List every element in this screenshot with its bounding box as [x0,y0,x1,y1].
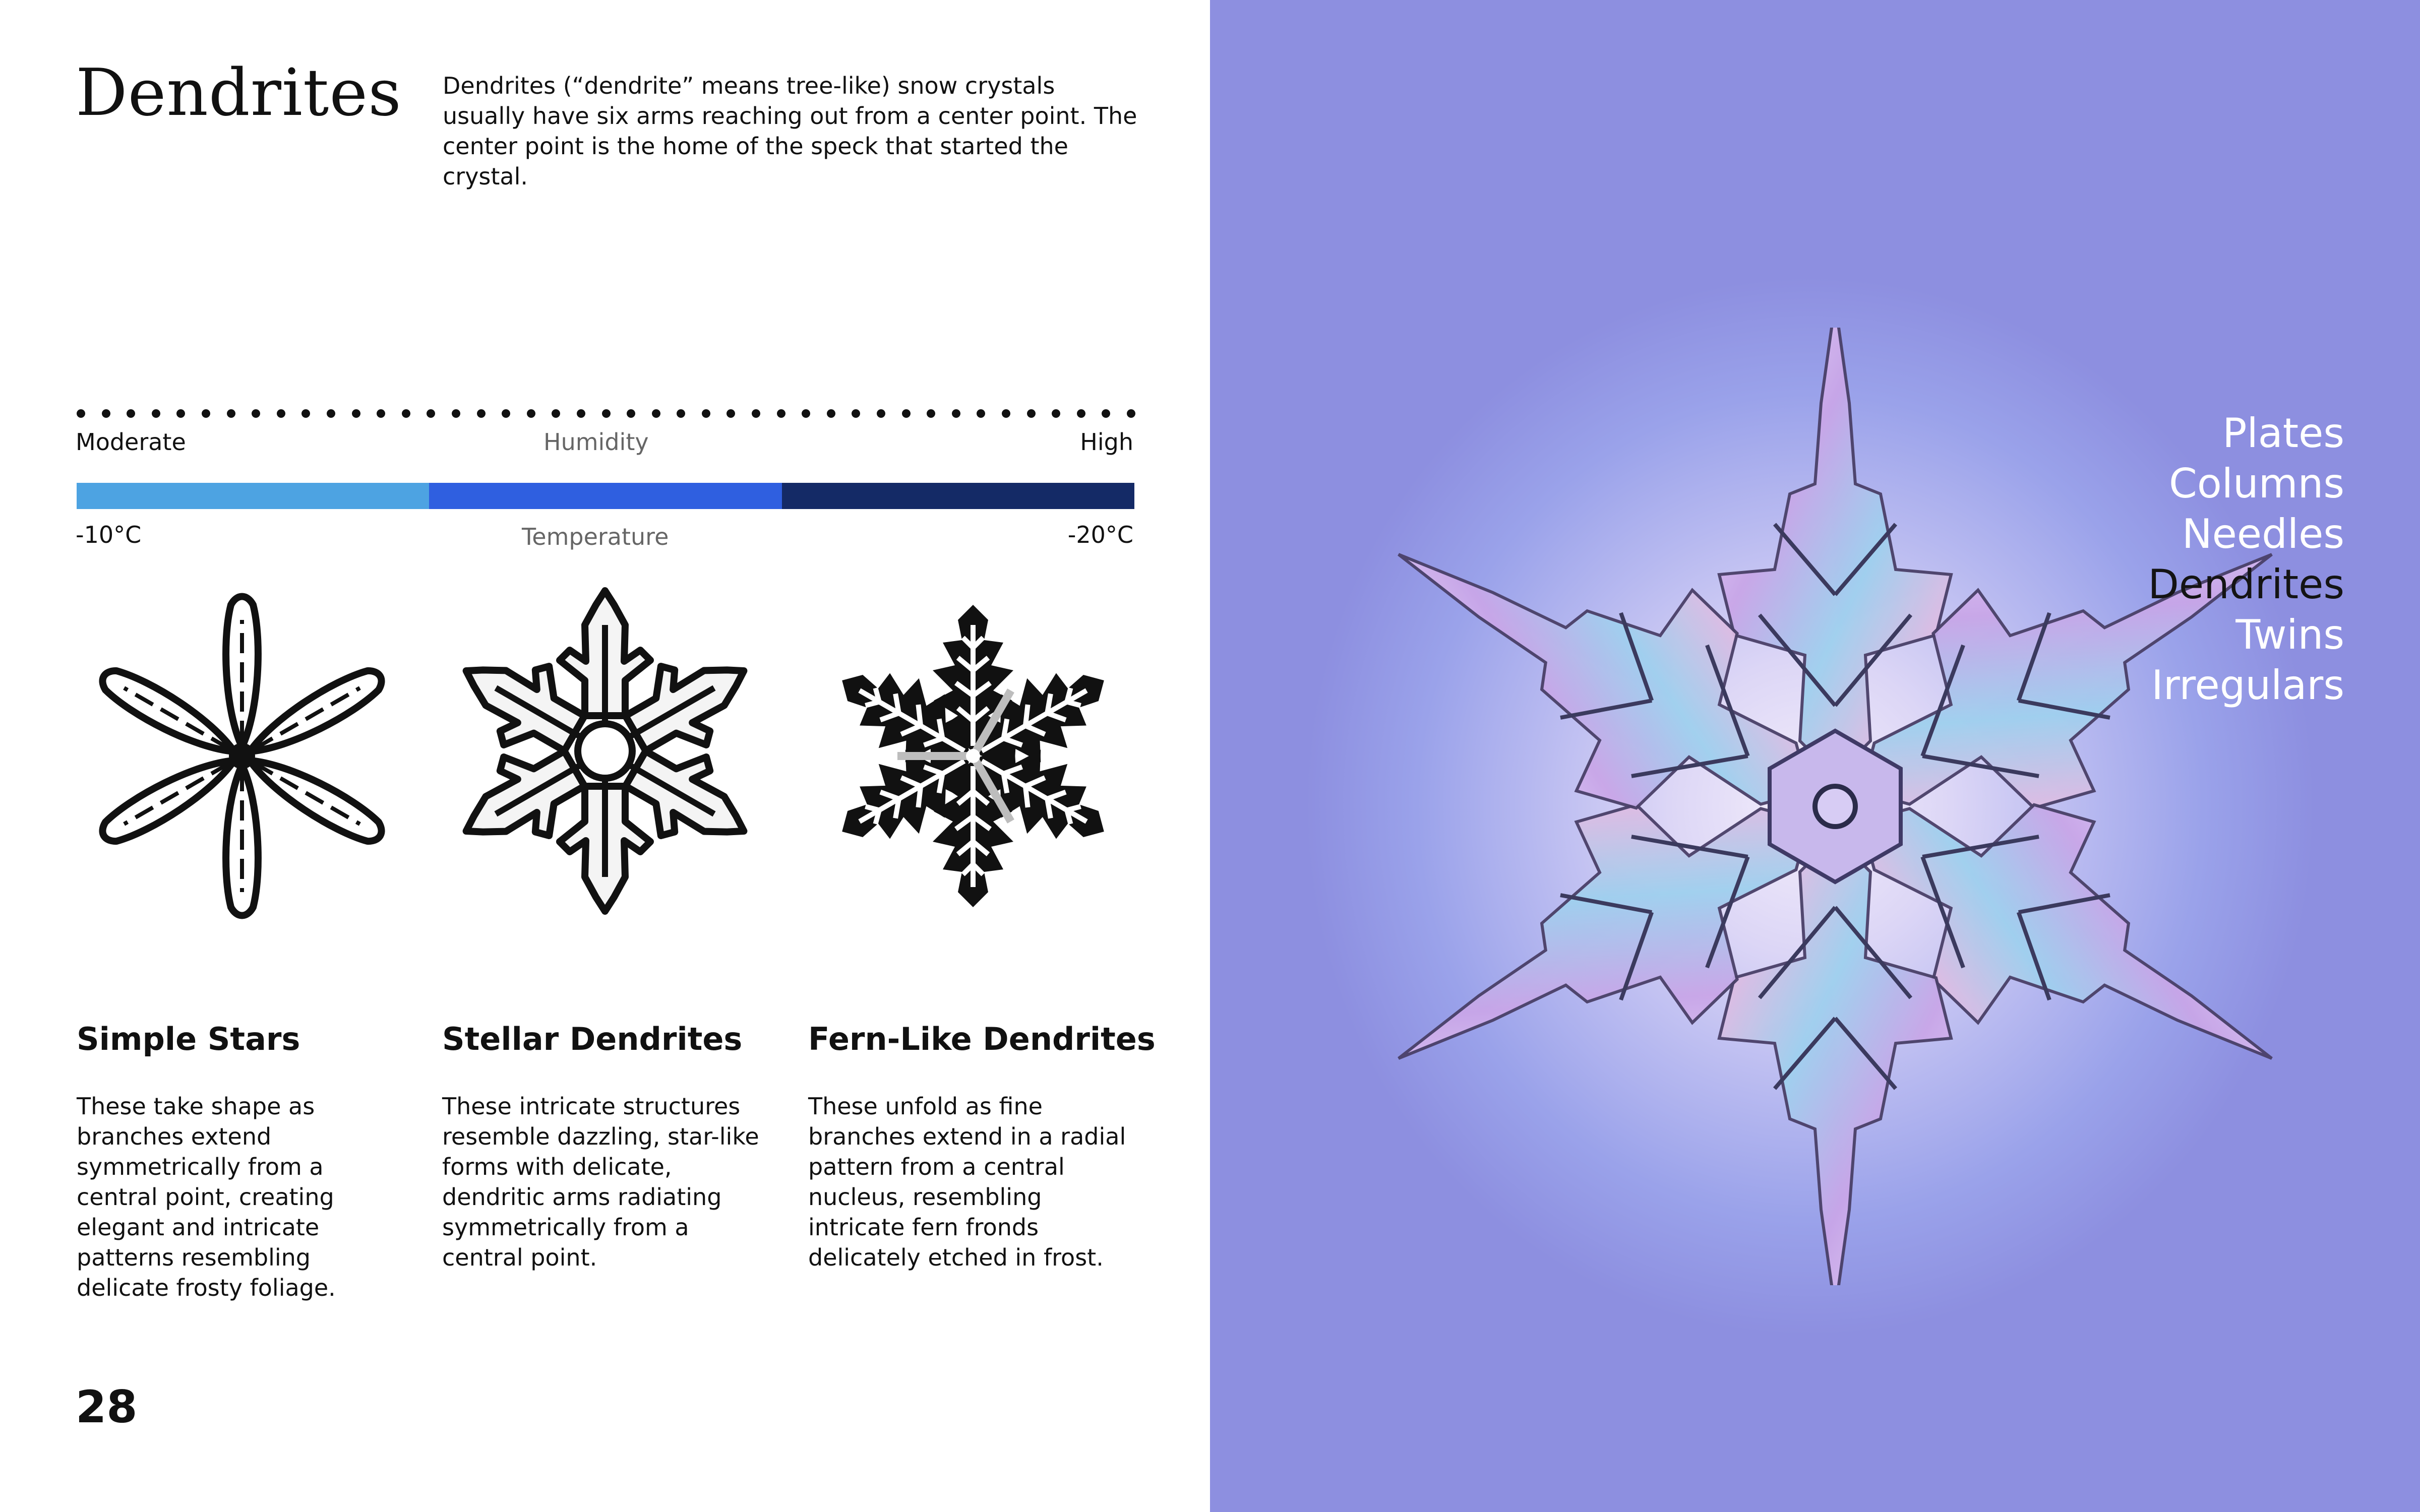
humidity-dot [377,409,385,418]
humidity-dot [452,409,460,418]
humidity-dot [777,409,785,418]
humidity-dot [602,409,611,418]
temperature-segment [782,483,1134,509]
humidity-dot [102,409,110,418]
humidity-dot [727,409,735,418]
temperature-bar [77,483,1134,509]
humidity-dot [127,409,135,418]
page-title: Dendrites [76,55,402,131]
humidity-dot [627,409,635,418]
type-title-simple-stars: Simple Stars [77,1021,300,1057]
temperature-left-label: -10°C [76,521,142,548]
humidity-dot [502,409,510,418]
humidity-dot [227,409,235,418]
nav-item-dendrites[interactable]: Dendrites [2148,561,2344,608]
stellar-dendrite-icon [459,585,751,917]
type-description-simple-stars: These take shape as branches extend symmetrically from a central point, creating elegant and intricate patterns resembling delicate frosty foliage. [77,1093,336,1301]
type-description-fern-like-dendrites: These unfold as fine branches extend in a radial pattern from a central nucleus, resembling intricate fern fronds delicately etched in frost. [808,1093,1126,1271]
humidity-dot [402,409,410,418]
humidity-dot [527,409,535,418]
nav-item-irregulars[interactable]: Irregulars [2151,662,2344,709]
humidity-dot [1077,409,1085,418]
humidity-dot [1052,409,1060,418]
humidity-dot [1002,409,1010,418]
humidity-dot [877,409,885,418]
humidity-left-label: Moderate [76,428,186,456]
humidity-dot [1102,409,1110,418]
temperature-right-label: -20°C [1067,521,1133,548]
photo-panel [1210,0,2420,1512]
fern-like-dendrite-icon [827,600,1119,912]
nav-item-columns[interactable]: Columns [2168,460,2344,507]
humidity-dot [827,409,835,418]
humidity-dot [301,409,310,418]
temperature-segment [77,483,429,509]
nav-item-twins[interactable]: Twins [2235,611,2344,658]
humidity-dot [577,409,585,418]
humidity-dot [477,409,486,418]
nav-item-plates[interactable]: Plates [2222,410,2344,457]
humidity-dot [252,409,260,418]
humidity-dot [702,409,710,418]
humidity-dot [677,409,685,418]
humidity-dot [1127,409,1135,418]
page-number: 28 [76,1381,138,1433]
humidity-dot [152,409,160,418]
type-title-fern-like-dendrites: Fern-Like Dendrites [808,1021,1156,1057]
humidity-dot [176,409,185,418]
humidity-dot [327,409,335,418]
humidity-center-label: Humidity [543,428,649,456]
humidity-dot [952,409,960,418]
humidity-dot [752,409,760,418]
humidity-dot [802,409,810,418]
intro-text: Dendrites (“dendrite” means tree-like) snow crystals usually have six arms reaching out from a center point. The center point is the home of the speck that started the crystal. [443,72,1137,190]
type-title-stellar-dendrites: Stellar Dendrites [442,1021,743,1057]
type-description-stellar-dendrites: These intricate structures resemble dazzling, star-like forms with delicate, dendritic arms radiating symmetrically from a central point. [442,1093,759,1271]
nav-item-needles[interactable]: Needles [2182,511,2344,557]
humidity-dot [427,409,435,418]
humidity-dot [652,409,660,418]
humidity-right-label: High [1080,428,1133,456]
humidity-dot [977,409,985,418]
humidity-dot [77,409,85,418]
simple-star-icon [96,590,388,922]
humidity-dot [552,409,560,418]
temperature-segment [429,483,781,509]
humidity-dot-line [77,409,1135,419]
humidity-dot [902,409,911,418]
temperature-center-label: Temperature [522,523,669,550]
humidity-dot [852,409,860,418]
humidity-dot [1027,409,1036,418]
humidity-dot [277,409,285,418]
humidity-dot [927,409,935,418]
humidity-dot [352,409,360,418]
humidity-dot [202,409,210,418]
crystal-type-nav [2148,408,2344,711]
